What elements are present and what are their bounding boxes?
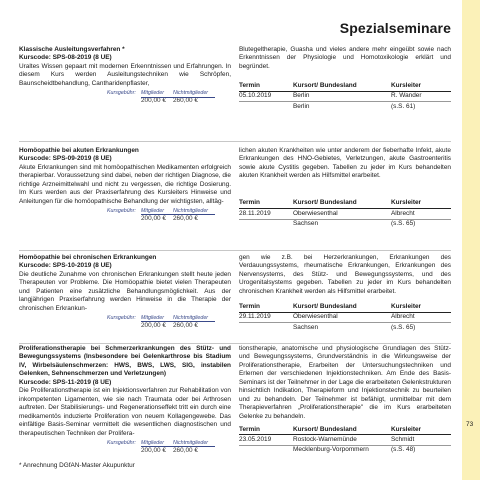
price-course-label: Kursgebühr:: [107, 439, 136, 446]
price-divider: [141, 446, 215, 447]
seminar-right-column: [239, 254, 451, 332]
price-non-members-label: Nichtmitglieder: [173, 90, 209, 97]
schedule-row: [239, 102, 451, 111]
schedule-place: Rostock-Warnemünde: [293, 435, 357, 443]
schedule-row: [239, 323, 451, 332]
schedule-header-date: Termin: [239, 302, 260, 310]
seminar-left-column: [19, 254, 231, 329]
price-non-members-value: 260,00 €: [173, 97, 198, 105]
price-non-members-value: 260,00 €: [173, 446, 198, 454]
seminar-description: Die Proliferationstherapie ist ein Injektionsverfahren zur Rehabilitation von inkompetenten Ligamenten, wie sie nach Traumata oder bei Arthrosen auftreten. Der Stabilisierungs- und Regenerationseffekt tritt ein durch eine medikamentös induzierte Proliferation von neuem Kollagengewebe. Das einfältige Basis-Seminar vermittelt die wesentlichen diagnostischen und therapeutischen Techniken der Prolifera-: [19, 387, 231, 437]
price-non-members-label: Nichtmitglieder: [173, 315, 209, 322]
schedule-header-row: [239, 302, 451, 312]
seminar-description: Akute Erkrankungen sind mit homöopathischen Medikamenten erfolgreich therapierbar. Voraussetzung sind dabei, neben der richtigen Diagnose, die richtige Arzneimittelwahl und nicht zu vergessen, die richtige Dosierung. Im Kurs werden aus der Praxiserfahrung des Kursleiters Hinweise und Anleitungen für die homöopathische Behandlung der wichtigsten, alltäg-: [19, 163, 231, 205]
schedule-lead: R. Wander: [391, 92, 422, 100]
price-members-value: 200,00 €: [141, 215, 166, 223]
schedule-place: Mecklenburg-Vorpommern: [293, 446, 369, 454]
schedule-header-lead: Kursleiter: [391, 81, 422, 89]
schedule-date: 05.10.2019: [239, 92, 272, 100]
price-non-members-label: Nichtmitglieder: [173, 439, 209, 446]
price-course-label: Kursgebühr:: [107, 315, 136, 322]
price-divider: [141, 214, 215, 215]
schedule-header-lead: Kursleiter: [391, 302, 422, 310]
schedule-row: [239, 313, 451, 323]
schedule-header-date: Termin: [239, 199, 260, 207]
price-box: [107, 315, 215, 329]
schedule-row: [239, 435, 451, 445]
schedule-lead: Schmidt: [391, 435, 415, 443]
schedule-header-place: Kursort/ Bundesland: [293, 302, 357, 310]
course-code: Kurscode: SPS-08-2019 (8 UE): [19, 54, 112, 62]
price-non-members-value: 260,00 €: [173, 215, 198, 223]
section-divider: [19, 141, 451, 142]
schedule-header-place: Kursort/ Bundesland: [293, 81, 357, 89]
price-non-members-label: Nichtmitglieder: [173, 208, 209, 215]
schedule-header-lead: Kursleiter: [391, 199, 422, 207]
price-members-label: Mitglieder: [141, 315, 164, 322]
schedule-place: Oberwiesenthal: [293, 313, 338, 321]
schedule-lead: (s.S. 48): [391, 446, 416, 454]
seminar-description-continued: lichen akuten Krankheiten wie unter anderem der fieberhafte Infekt, akute Erkrankungen des HNO-Gebietes, Verletzungen, akute Gastroenteritis sowie akute Cystitis gegeben. Tabellen zu jeder im Kurs behandelten akuten Krankheit werden als Hilfsmittel erarbeitet.: [239, 147, 451, 180]
seminar-heading: Homöopathie bei akuten Erkrankungen: [19, 147, 139, 154]
price-members-label: Mitglieder: [141, 208, 164, 215]
schedule-lead: (s.S. 65): [391, 323, 416, 331]
price-non-members-value: 260,00 €: [173, 322, 198, 330]
seminar-description-continued: gen wie z.B. bei Herzerkrankungen, Erkrankungen des Verdauungssystems, rheumatische Erkrankungen, Erkrankungen des Nervensystems, des Stütz- und Bewegungssystems, und des Urogenitalsystems gegeben. Tabellen zu jeder im Kurs behandelten chronischen Krankheit werden als Hilfsmittel erarbeitet.: [239, 254, 451, 295]
price-members-label: Mitglieder: [141, 439, 164, 446]
page-number: 73: [466, 421, 474, 428]
seminar-description: Die deutliche Zunahme von chronischen Erkrankungen stellt heute jeden Therapeuten vor Probleme. Die Homöopathie bietet vielen Therapeuten und Patienten eine zusätzliche Behandlungsmöglichkeit. Aus der langjährigen Praxiserfahrung werden Hinweise in die Therapie der chronischen Erkrankun-: [19, 270, 231, 312]
price-course-label: Kursgebühr:: [107, 208, 136, 215]
price-members-label: Mitglieder: [141, 90, 164, 97]
seminar-heading: Proliferationstherapie bei Schmerzerkrankungen des Stütz- und Bewegungssystems (Insbesondere bei Gelenkarthrose bis Stadium IV, Wirbelsäulenschmerzen: HWS, BWS, LWS, SIG, instabilen Gelenken, Sehnenschmerzen und Verletzungen): [19, 345, 231, 378]
seminar-description-continued: Blutegeltherapie, Guasha und vieles andere mehr eingeübt sowie nach Erkenntnissen der Physiologie und Homotoxikologie erklärt und begründet.: [239, 46, 451, 70]
price-members-value: 200,00 €: [141, 322, 166, 330]
schedule-row: [239, 209, 451, 219]
schedule-lead: Albrecht: [391, 313, 415, 321]
seminar-right-column: [239, 147, 451, 229]
schedule-place: Sachsen: [293, 323, 319, 331]
price-box: [107, 90, 215, 104]
price-divider: [141, 321, 215, 322]
schedule-table: [239, 302, 451, 332]
course-code: Kurscode: SPS-11-2019 (8 UE): [19, 378, 112, 386]
price-course-label: Kursgebühr:: [107, 90, 136, 97]
section-divider: [19, 250, 451, 251]
seminar-heading: Homöopathie bei chronischen Erkrankungen: [19, 254, 157, 261]
course-code: Kurscode: SPS-09-2019 (8 UE): [19, 155, 112, 163]
price-members-value: 200,00 €: [141, 446, 166, 454]
schedule-lead: Albrecht: [391, 209, 415, 217]
schedule-row: [239, 220, 451, 229]
price-box: [107, 440, 215, 454]
schedule-header-lead: Kursleiter: [391, 425, 422, 433]
schedule-header-row: [239, 425, 451, 435]
schedule-date: 29.11.2019: [239, 313, 271, 321]
section-divider: [19, 343, 451, 344]
seminar-left-column: [19, 46, 231, 104]
schedule-header-row: [239, 199, 451, 209]
seminar-section-chronische-erkrankungen: [19, 254, 451, 340]
price-box: [107, 208, 215, 222]
page-title: Spezialseminare: [339, 20, 451, 36]
schedule-header-place: Kursort/ Bundesland: [293, 425, 357, 433]
seminar-description-continued: tionstherapie, anatomische und physiologische Grundlagen des Stütz- und Bewegungssystems, Grundverständnis in die Wirkungsweise der Proliferationstherapie, Erarbeiten der Untersuchungstechniken und Erlernen der verschiedenen Injektionstechniken. Am Ende des Basis-Seminars ist der Teilnehmer in der Lage die erarbeiteten Gelenkstrukturen hinsichtlich Indikation, Therapieform und Injektionstechnik zu beurteilen und zu behandeln. Der Teilnehmer ist befähigt, unmittelbar mit dem Therapieverfahren „Proliferationstherapie" die im Kurs erarbeiteten Gelenke zu behandeln.: [239, 345, 451, 420]
seminar-left-column: [19, 147, 231, 222]
footnote: * Anrechnung DGfAN-Master Akupunktur: [19, 462, 135, 469]
seminar-right-column: [239, 46, 451, 112]
schedule-header-date: Termin: [239, 81, 260, 89]
schedule-header-row: [239, 81, 451, 91]
course-code: Kurscode: SPS-10-2019 (8 UE): [19, 262, 112, 270]
seminar-section-proliferationstherapie: [19, 345, 451, 457]
seminar-description: Uraltes Wissen gepaart mit modernen Erkenntnissen und Erfahrungen. In diesem Kurs werden Ausleitungstechniken wie Schröpfen, Baunscheidtbehandlung, Cantharidenpflaster,: [19, 62, 231, 87]
schedule-place: Oberwiesenthal: [293, 209, 338, 217]
schedule-table: [239, 425, 451, 455]
seminar-heading: Klassische Ausleitungsverfahren *: [19, 46, 125, 53]
schedule-table: [239, 81, 451, 111]
schedule-place: Berlin: [293, 102, 310, 110]
side-color-strip: [462, 0, 480, 480]
schedule-lead: (s.S. 61): [391, 102, 416, 110]
seminar-section-ausleitungsverfahren: [19, 46, 451, 130]
schedule-header-place: Kursort/ Bundesland: [293, 199, 357, 207]
schedule-place: Berlin: [293, 92, 310, 100]
schedule-place: Sachsen: [293, 220, 319, 228]
seminar-right-column: [239, 345, 451, 455]
schedule-date: 28.11.2019: [239, 209, 271, 217]
schedule-header-date: Termin: [239, 425, 260, 433]
schedule-table: [239, 199, 451, 229]
schedule-row: [239, 446, 451, 455]
schedule-row: [239, 92, 451, 102]
schedule-lead: (s.S. 65): [391, 220, 416, 228]
price-divider: [141, 97, 215, 98]
seminar-section-akute-erkrankungen: [19, 147, 451, 247]
schedule-date: 23.05.2019: [239, 435, 272, 443]
price-members-value: 200,00 €: [141, 97, 166, 105]
seminar-left-column: [19, 345, 231, 454]
